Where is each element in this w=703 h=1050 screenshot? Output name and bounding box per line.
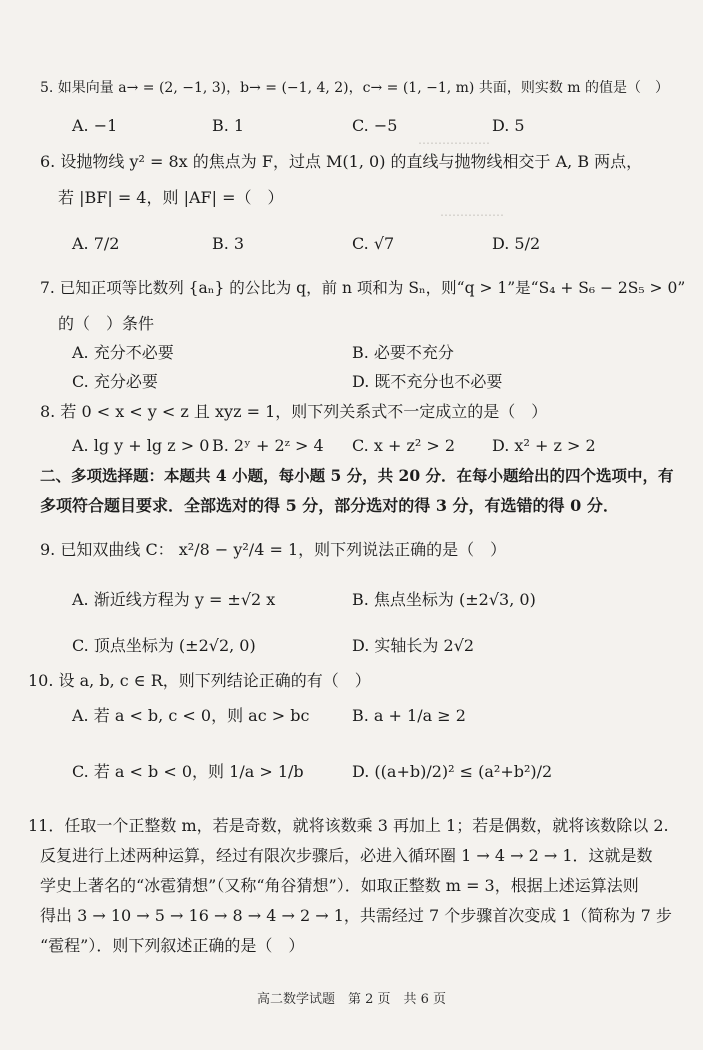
bleed-through-text: ‥‥‥‥‥‥‥‥	[440, 205, 505, 219]
question-10-stem: 10. 设 a, b, c ∈ R，则下列结论正确的有（ ）	[28, 671, 371, 690]
question-7-option-b: B. 必要不充分	[352, 343, 454, 362]
question-7-stem: 7. 已知正项等比数列 {aₙ} 的公比为 q，前 n 项和为 Sₙ，则“q > 1”是“S₄ + S₆ − 2S₅ > 0”	[40, 279, 686, 297]
question-8-option-c: C. x + z² > 2	[352, 436, 456, 455]
section-2-instructions-line-2: 多项符合题目要求．全部选对的得 5 分，部分选对的得 3 分，有选错的得 0 分．	[40, 496, 619, 515]
question-7-option-d: D. 既不充分也不必要	[352, 372, 503, 391]
question-5-option-a: A. −1	[72, 116, 118, 135]
section-2-instructions-line-1: 二、多项选择题：本题共 4 小题，每小题 5 分，共 20 分．在每小题给出的四个选项中，有	[40, 466, 674, 485]
question-10-option-c: C. 若 a < b < 0，则 1/a > 1/b	[72, 762, 304, 781]
question-6-option-b: B. 3	[212, 234, 245, 253]
question-7-option-c: C. 充分必要	[72, 372, 158, 391]
question-7-option-a: A. 充分不必要	[72, 343, 174, 362]
question-10-option-b: B. a + 1/a ≥ 2	[352, 706, 466, 725]
question-9-option-a: A. 渐近线方程为 y = ±√2 x	[72, 590, 276, 609]
question-11-line-5: “雹程”）．则下列叙述正确的是（ ）	[40, 936, 305, 955]
question-9-stem: 9. 已知双曲线 C： x²/8 − y²/4 = 1，则下列说法正确的是（ ）	[40, 540, 507, 559]
page-footer: 高二数学试题 第 2 页 共 6 页	[256, 992, 447, 1007]
question-9-option-b: B. 焦点坐标为 (±2√3, 0)	[352, 590, 536, 609]
question-8-option-a: A. lg y + lg z > 0	[72, 436, 210, 455]
question-8-option-d: D. x² + z > 2	[492, 436, 596, 455]
question-6-option-a: A. 7/2	[72, 234, 120, 253]
question-11-line-4: 得出 3 → 10 → 5 → 16 → 8 → 4 → 2 → 1，共需经过 7 个步骤首次变成 1（简称为 7 步	[40, 906, 672, 925]
question-11-line-1: 11．任取一个正整数 m，若是奇数，就将该数乘 3 再加上 1；若是偶数，就将该数除以 2.	[28, 816, 669, 835]
question-6-option-c: C. √7	[352, 234, 395, 253]
question-8-option-b: B. 2ʸ + 2ᶻ > 4	[212, 436, 324, 455]
question-11-line-3: 学史上著名的“冰雹猜想”（又称“角谷猜想”）．如取正整数 m = 3，根据上述运算法则	[40, 876, 639, 895]
question-10-option-d: D. ((a+b)/2)² ≤ (a²+b²)/2	[352, 762, 553, 781]
question-6-stem-2: 若 |BF| = 4，则 |AF| =（ ）	[58, 188, 284, 207]
question-10-option-a: A. 若 a < b, c < 0，则 ac > bc	[72, 706, 310, 725]
question-6-stem: 6. 设抛物线 y² = 8x 的焦点为 F，过点 M(1, 0) 的直线与抛物线相交于 A, B 两点，	[40, 152, 643, 171]
question-8-stem: 8. 若 0 < x < y < z 且 xyz = 1，则下列关系式不一定成立的是（ ）	[40, 402, 548, 421]
bleed-through-text: ‥‥‥‥‥‥‥‥‥	[418, 133, 491, 147]
question-5-option-b: B. 1	[212, 116, 245, 135]
question-5-option-d: D. 5	[492, 116, 525, 135]
question-11-line-2: 反复进行上述两种运算，经过有限次步骤后，必进入循环圈 1 → 4 → 2 → 1．这就是数	[40, 846, 653, 865]
question-5-stem: 5. 如果向量 a→ = (2, −1, 3)，b→ = (−1, 4, 2)，c→ = (1, −1, m) 共面，则实数 m 的值是（ ）	[40, 80, 670, 96]
question-6-option-d: D. 5/2	[492, 234, 541, 253]
question-9-option-c: C. 顶点坐标为 (±2√2, 0)	[72, 636, 256, 655]
question-5-option-c: C. −5	[352, 116, 398, 135]
question-9-option-d: D. 实轴长为 2√2	[352, 636, 475, 655]
question-7-stem-2: 的（ ）条件	[58, 314, 155, 333]
